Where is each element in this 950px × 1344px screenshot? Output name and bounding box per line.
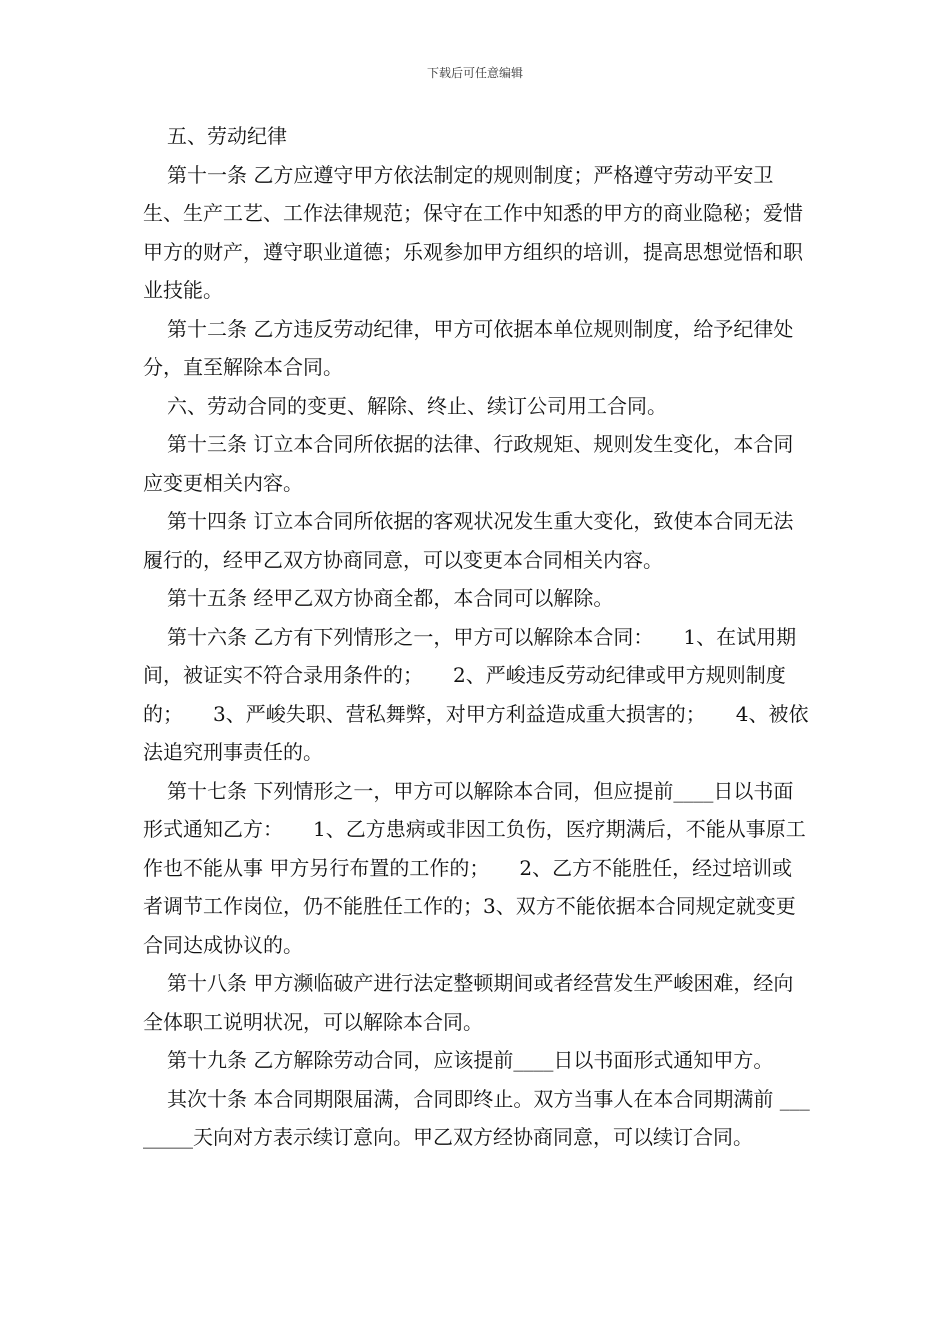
- article-11: 第十一条 乙方应遵守甲方依法制定的规则制度；严格遵守劳动平安卫生、生产工艺、工作法律规范；保守在工作中知悉的甲方的商业隐秘；爱惜甲方的财产，遵守职业道德；乐观参加甲方组织的培训，提高思想觉悟和职业技能。: [143, 162, 803, 302]
- article-12: 第十二条 乙方违反劳动纪律，甲方可依据本单位规则制度，给予纪律处分，直至解除本合同。: [143, 316, 794, 379]
- page-header: 下载后可任意编辑: [426, 66, 523, 80]
- article-18: 第十八条 甲方濒临破产进行法定整顿期间或者经营发生严峻困难，经向 全体职工说明状况，可以解除本合同。: [143, 971, 800, 1034]
- section-heading-labor-discipline: 五、劳动纪律: [167, 124, 287, 148]
- article-13: 第十三条 订立本合同所依据的法律、行政规矩、规则发生变化，本合同 应变更相关内容。: [143, 432, 800, 495]
- article-14: 第十四条 订立本合同所依据的客观状况发生重大变化，致使本合同无法 履行的，经甲乙双方协商同意，可以变更本合同相关内容。: [143, 509, 800, 572]
- article-17: 第十七条 下列情形之一，甲方可以解除本合同，但应提前____日以书面 形式通知乙方： 1、乙方患病或非因工负伤，医疗期满后，不能从事原工作也不能从事 甲方另行布置的工作的； 2、乙方不能胜任，经过培训或者调节工作岗位，仍不能胜任工作的；3、双方不能依据本合同规定就变更合同达成协议的。: [143, 778, 806, 957]
- document-body: [143, 117, 811, 1157]
- article-16: 第十六条 乙方有下列情形之一，甲方可以解除本合同： 1、在试用期间，被证实不符合录用条件的； 2、严峻违反劳动纪律或甲方规则制度的； 3、严峻失职、营私舞弊，对甲方利益造成重大损害的； 4、被依法追究刑事责任的。: [143, 624, 809, 764]
- article-19: 第十九条 乙方解除劳动合同，应该提前____日以书面形式通知甲方。: [167, 1048, 774, 1072]
- article-20: 其次十条 本合同期限届满，合同即终止。双方当事人在本合同期满前 ________天向对方表示续订意向。甲乙双方经协商同意，可以续订合同。: [143, 1086, 810, 1149]
- section-heading-contract-changes: 六、劳动合同的变更、解除、终止、续订公司用工合同。: [167, 393, 667, 418]
- article-15: 第十五条 经甲乙双方协商全都，本合同可以解除。: [167, 586, 614, 610]
